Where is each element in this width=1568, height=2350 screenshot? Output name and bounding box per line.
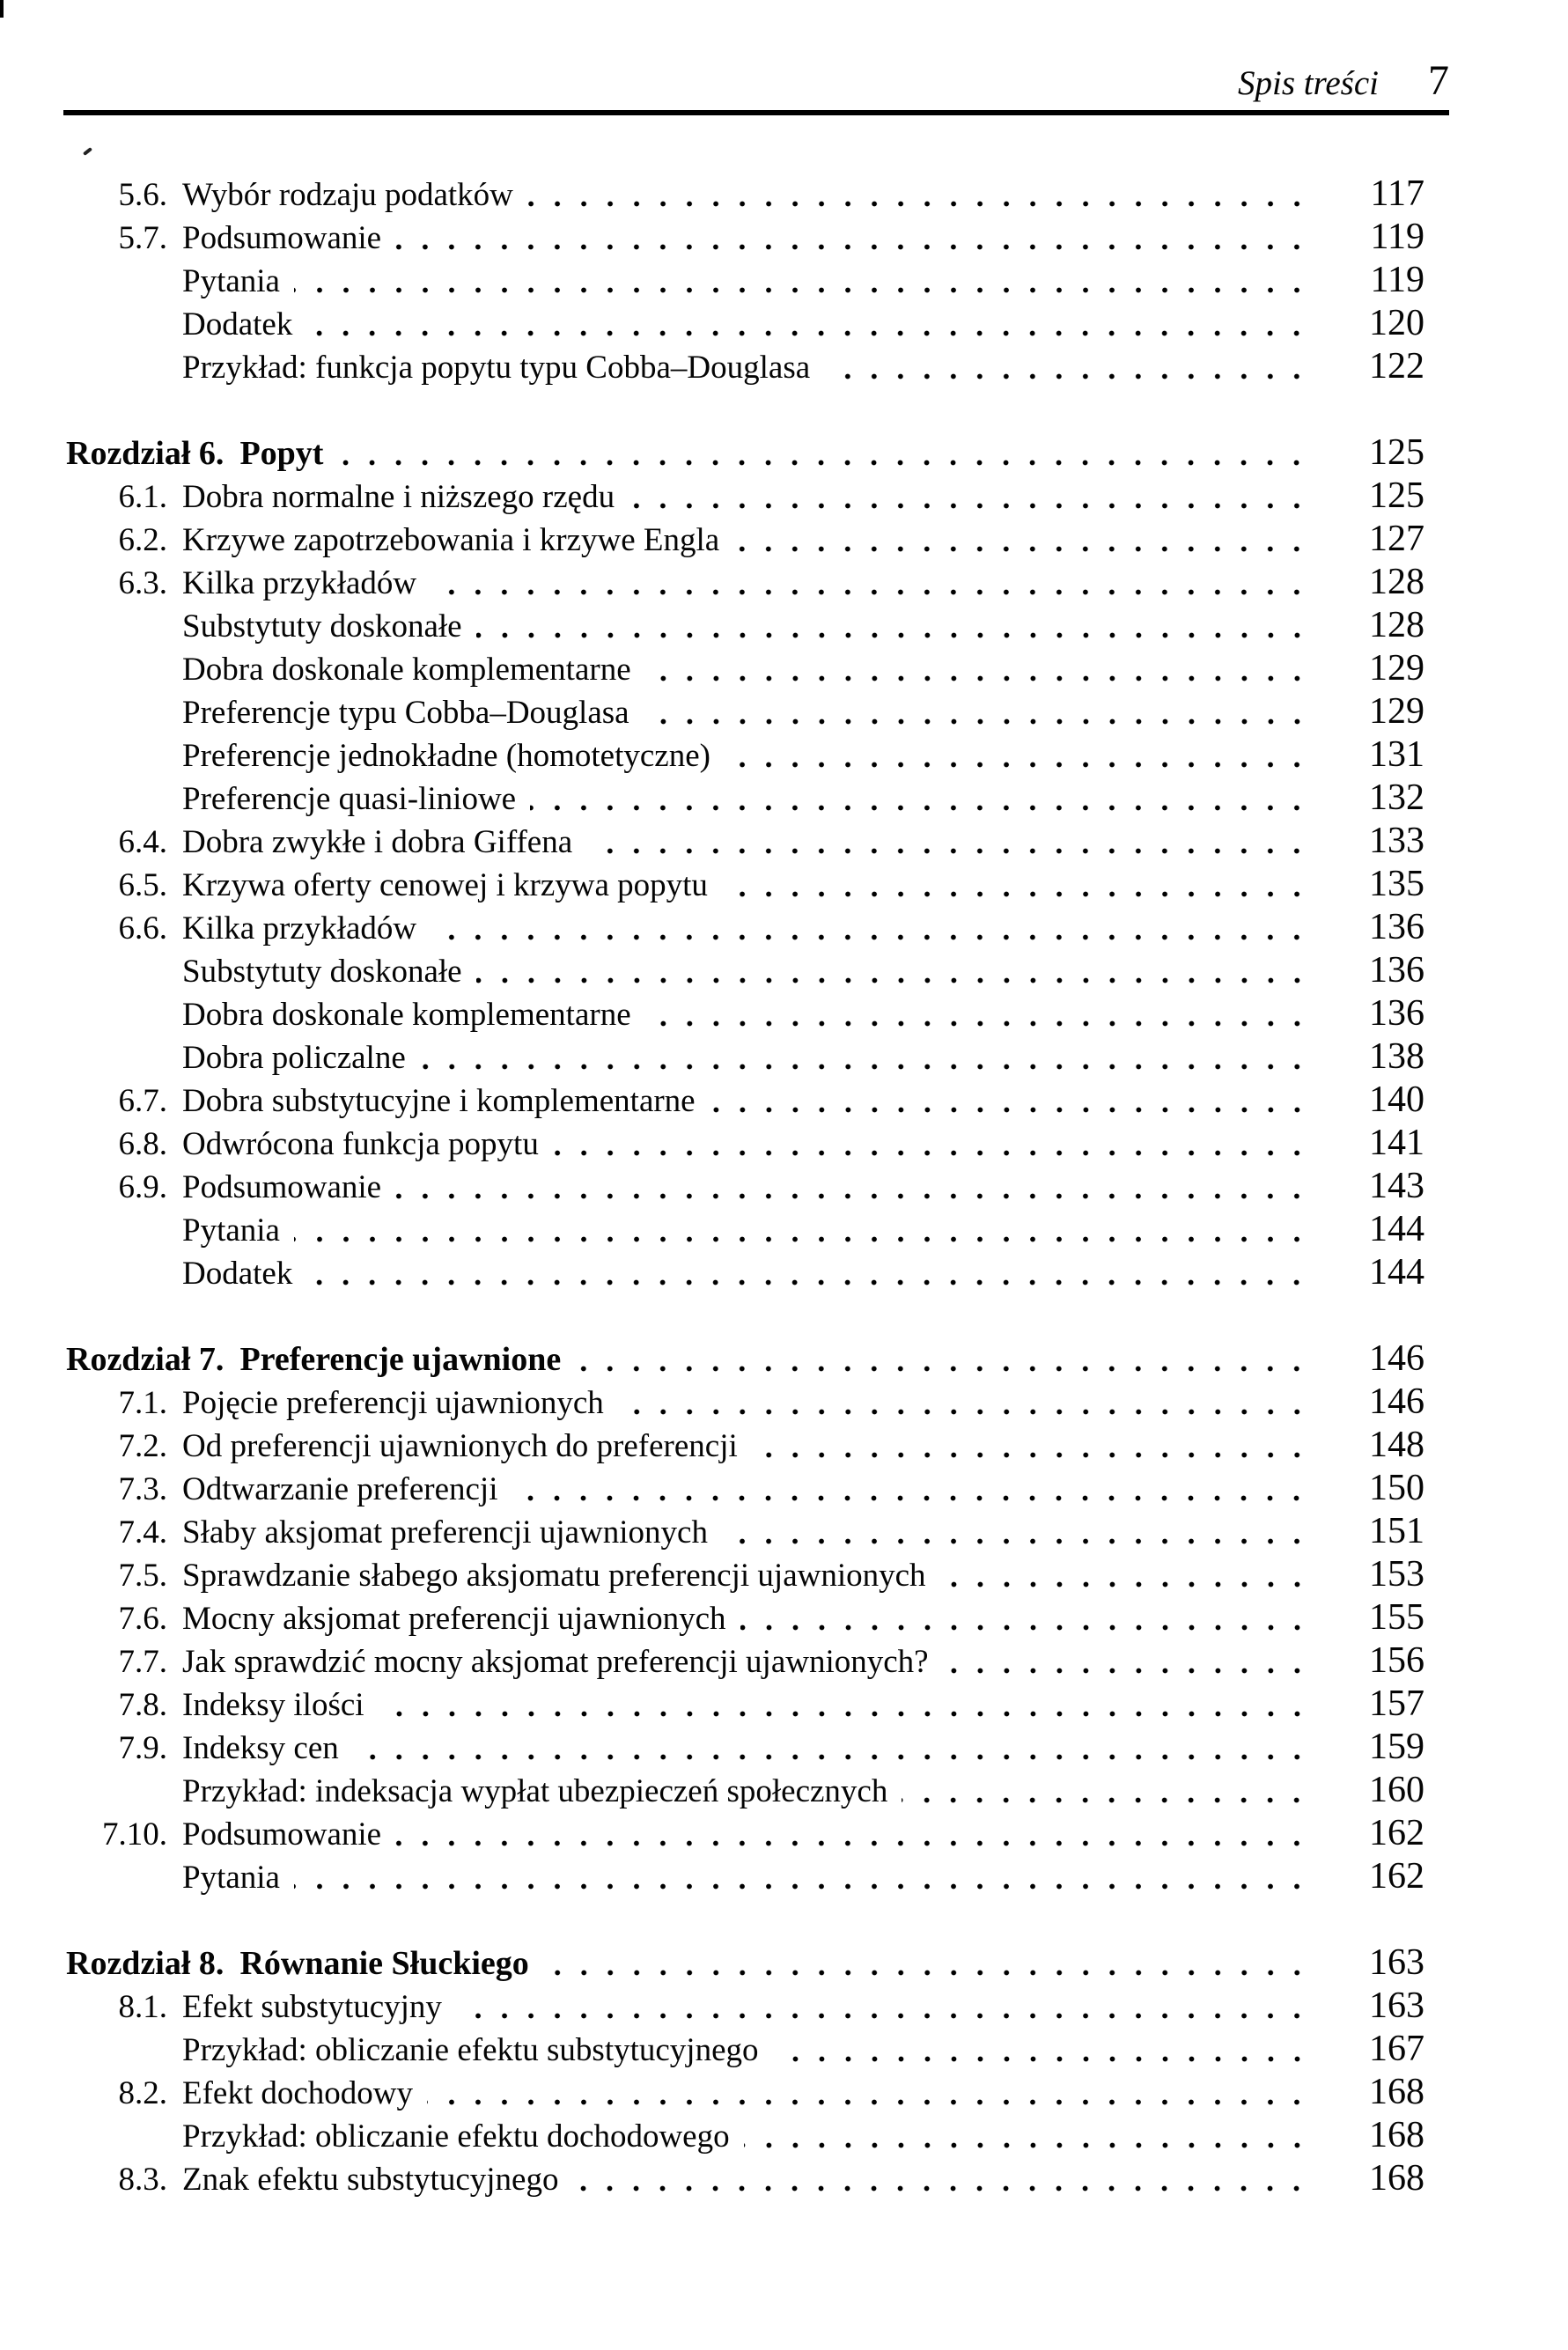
section-number: 7.5. xyxy=(118,1558,167,1594)
toc-row xyxy=(0,1683,1568,1726)
dot-leader xyxy=(940,1553,1310,1596)
entry-title: Preferencje typu Cobba–Douglasa xyxy=(182,695,629,731)
toc-chapter-row xyxy=(0,431,1568,475)
dot-leader xyxy=(710,1079,1310,1122)
entry-page-number: 120 xyxy=(1369,303,1424,343)
toc-row xyxy=(0,173,1568,216)
entry-page-number: 168 xyxy=(1369,2115,1424,2155)
entry-page-number: 117 xyxy=(1370,173,1424,214)
entry-title: Preferencje jednokładne (homotetyczne) xyxy=(182,738,710,774)
entry-title: Efekt substytucyjny xyxy=(182,1989,442,2025)
entry-page-number: 151 xyxy=(1369,1511,1424,1551)
toc-chapter-row xyxy=(0,1941,1568,1985)
entry-title: Podsumowanie xyxy=(182,220,382,256)
entry-page-number: 128 xyxy=(1369,605,1424,645)
entry-title: Dobra doskonale komplementarne xyxy=(182,997,631,1033)
dot-leader xyxy=(337,431,1310,475)
toc-row xyxy=(0,690,1568,733)
dot-leader xyxy=(575,1337,1310,1381)
entry-title: Przykład: indeksacja wypłat ubezpieczeń społecznych xyxy=(182,1773,888,1809)
entry-page-number: 143 xyxy=(1369,1166,1424,1206)
entry-title: Krzywa oferty cenowej i krzywa popytu xyxy=(182,867,708,903)
entry-page-number: 144 xyxy=(1369,1252,1424,1293)
entry-page-number: 155 xyxy=(1369,1597,1424,1638)
entry-page-number: 168 xyxy=(1369,2158,1424,2199)
section-number: 6.9. xyxy=(118,1169,167,1205)
toc-row xyxy=(0,561,1568,604)
header-page-number: 7 xyxy=(1428,57,1449,104)
dot-leader xyxy=(431,561,1310,604)
entry-page-number: 122 xyxy=(1369,346,1424,387)
entry-title: Znak efektu substytucyjnego xyxy=(182,2162,559,2198)
entry-page-number: 144 xyxy=(1369,1209,1424,1249)
section-number: 7.1. xyxy=(118,1385,167,1421)
toc-row xyxy=(0,1079,1568,1122)
dot-leader xyxy=(420,1035,1310,1079)
dot-leader xyxy=(553,1122,1310,1165)
dot-leader xyxy=(645,647,1310,690)
entry-title: Od preferencji ujawnionych do preferencji xyxy=(182,1428,738,1464)
section-number: 8.1. xyxy=(118,1989,167,2025)
entry-title: Przykład: obliczanie efektu dochodowego xyxy=(182,2118,730,2155)
toc-row xyxy=(0,216,1568,259)
dot-leader xyxy=(294,259,1310,302)
entry-page-number: 146 xyxy=(1369,1381,1424,1422)
entry-page-number: 156 xyxy=(1369,1640,1424,1681)
entry-page-number: 163 xyxy=(1369,1985,1424,2026)
section-number: 6.5. xyxy=(118,867,167,903)
entry-title: Krzywe zapotrzebowania i krzywe Engla xyxy=(182,522,720,558)
page-header xyxy=(63,57,1449,115)
entry-page-number: 167 xyxy=(1369,2029,1424,2069)
toc-row xyxy=(0,1596,1568,1639)
entry-title: Indeksy ilości xyxy=(182,1687,364,1723)
toc-row xyxy=(0,345,1568,388)
toc-row xyxy=(0,1769,1568,1812)
section-number: 8.3. xyxy=(118,2162,167,2198)
entry-title: Dodatek xyxy=(182,1256,293,1292)
toc-row xyxy=(0,1855,1568,1898)
entry-page-number: 163 xyxy=(1369,1942,1424,1983)
entry-page-number: 138 xyxy=(1369,1036,1424,1077)
toc-row xyxy=(0,1812,1568,1855)
entry-title: Wybór rodzaju podatków xyxy=(182,177,513,213)
dot-leader xyxy=(306,302,1310,345)
dot-leader xyxy=(395,1165,1310,1208)
running-title: Spis treści xyxy=(1238,64,1379,102)
toc-row xyxy=(0,820,1568,863)
toc-row xyxy=(0,2071,1568,2114)
entry-page-number: 148 xyxy=(1369,1425,1424,1465)
entry-page-number: 157 xyxy=(1369,1683,1424,1724)
dot-leader xyxy=(395,1812,1310,1855)
dot-leader xyxy=(395,216,1310,259)
toc-row xyxy=(0,2157,1568,2200)
dot-leader xyxy=(476,604,1310,647)
entry-title: Kilka przykładów xyxy=(182,910,417,947)
entry-page-number: 140 xyxy=(1369,1079,1424,1120)
dot-leader xyxy=(943,1639,1310,1683)
chapter-number: Rozdział 7. xyxy=(66,1341,225,1378)
toc-row xyxy=(0,777,1568,820)
entry-title: Dobra zwykłe i dobra Giffena xyxy=(182,824,573,860)
dot-leader xyxy=(618,1381,1310,1424)
toc-row xyxy=(0,2028,1568,2071)
toc-row xyxy=(0,1639,1568,1683)
toc-row xyxy=(0,1510,1568,1553)
entry-page-number: 168 xyxy=(1369,2072,1424,2112)
entry-title: Substytuty doskonałe xyxy=(182,608,462,645)
toc-row xyxy=(0,1208,1568,1251)
toc-row xyxy=(0,1251,1568,1294)
section-number: 7.3. xyxy=(118,1471,167,1507)
entry-title: Pojęcie preferencji ujawnionych xyxy=(182,1385,604,1421)
toc-row xyxy=(0,1467,1568,1510)
dot-leader xyxy=(353,1726,1310,1769)
toc-row xyxy=(0,604,1568,647)
toc-row xyxy=(0,1035,1568,1079)
dot-leader xyxy=(733,518,1310,561)
toc-row xyxy=(0,733,1568,777)
dot-leader xyxy=(431,906,1310,949)
chapter-number: Rozdział 8. xyxy=(66,1945,225,1982)
entry-title: Równanie Słuckiego xyxy=(239,1945,529,1982)
dot-leader xyxy=(512,1467,1310,1510)
section-number: 6.3. xyxy=(118,565,167,601)
entry-page-number: 119 xyxy=(1370,217,1424,257)
entry-page-number: 150 xyxy=(1369,1468,1424,1508)
entry-title: Dobra substytucyjne i komplementarne xyxy=(182,1083,696,1119)
entry-title: Dobra normalne i niższego rzędu xyxy=(182,479,615,515)
chapter-number: Rozdział 6. xyxy=(66,435,225,472)
entry-page-number: 136 xyxy=(1369,907,1424,947)
entry-page-number: 162 xyxy=(1369,1856,1424,1897)
toc-row xyxy=(0,863,1568,906)
dot-leader xyxy=(773,2028,1310,2071)
scan-artifact-tick xyxy=(83,147,92,156)
entry-page-number: 146 xyxy=(1369,1338,1424,1379)
toc-row xyxy=(0,992,1568,1035)
toc-row xyxy=(0,647,1568,690)
entry-page-number: 162 xyxy=(1369,1813,1424,1853)
scan-artifact-corner xyxy=(0,0,4,18)
entry-title: Preferencje ujawnione xyxy=(239,1341,562,1378)
dot-leader xyxy=(645,992,1310,1035)
toc-row xyxy=(0,949,1568,992)
dot-leader xyxy=(294,1855,1310,1898)
entry-title: Popyt xyxy=(239,435,324,472)
section-number: 6.4. xyxy=(118,824,167,860)
toc-row xyxy=(0,906,1568,949)
entry-page-number: 136 xyxy=(1369,950,1424,991)
toc-row xyxy=(0,259,1568,302)
dot-leader xyxy=(644,690,1310,733)
dot-leader xyxy=(427,2071,1310,2114)
dot-leader xyxy=(527,173,1310,216)
entry-page-number: 136 xyxy=(1369,993,1424,1034)
entry-title: Jak sprawdzić mocny aksjomat preferencji ujawnionych? xyxy=(182,1644,929,1680)
section-number: 7.4. xyxy=(118,1514,167,1551)
section-number: 7.6. xyxy=(118,1601,167,1637)
toc-row xyxy=(0,302,1568,345)
entry-title: Pytania xyxy=(182,1212,280,1249)
entry-title: Odtwarzanie preferencji xyxy=(182,1471,498,1507)
dot-leader xyxy=(294,1208,1310,1251)
dot-leader xyxy=(476,949,1310,992)
section-number: 6.7. xyxy=(118,1083,167,1119)
toc-row xyxy=(0,1424,1568,1467)
entry-page-number: 127 xyxy=(1369,519,1424,559)
dot-leader xyxy=(722,863,1310,906)
toc-row xyxy=(0,1553,1568,1596)
entry-title: Preferencje quasi-liniowe xyxy=(182,781,517,817)
dot-leader xyxy=(902,1769,1310,1812)
dot-leader xyxy=(740,1596,1311,1639)
entry-page-number: 133 xyxy=(1369,821,1424,861)
entry-page-number: 132 xyxy=(1369,777,1424,818)
dot-leader xyxy=(629,475,1310,518)
dot-leader xyxy=(306,1251,1310,1294)
dot-leader xyxy=(752,1424,1310,1467)
section-number: 7.7. xyxy=(118,1644,167,1680)
entry-page-number: 135 xyxy=(1369,864,1424,904)
toc-row xyxy=(0,1165,1568,1208)
entry-page-number: 128 xyxy=(1369,562,1424,602)
dot-leader xyxy=(725,733,1310,777)
entry-title: Przykład: obliczanie efektu substytucyjnego xyxy=(182,2032,759,2068)
entry-page-number: 159 xyxy=(1369,1727,1424,1767)
entry-title: Efekt dochodowy xyxy=(182,2075,414,2111)
entry-page-number: 160 xyxy=(1369,1770,1424,1810)
entry-title: Pytania xyxy=(182,263,280,299)
entry-title: Podsumowanie xyxy=(182,1816,382,1853)
toc xyxy=(0,173,1568,2200)
section-number: 6.1. xyxy=(118,479,167,515)
entry-title: Odwrócona funkcja popytu xyxy=(182,1126,539,1162)
entry-page-number: 119 xyxy=(1370,260,1424,300)
entry-page-number: 129 xyxy=(1369,691,1424,732)
entry-title: Dodatek xyxy=(182,306,293,343)
dot-leader xyxy=(586,820,1310,863)
entry-title: Podsumowanie xyxy=(182,1169,382,1205)
entry-title: Pytania xyxy=(182,1860,280,1896)
dot-leader xyxy=(456,1985,1310,2028)
dot-leader xyxy=(722,1510,1310,1553)
toc-chapter-row xyxy=(0,1337,1568,1381)
toc-row xyxy=(0,518,1568,561)
section-number: 7.2. xyxy=(118,1428,167,1464)
entry-title: Dobra policzalne xyxy=(182,1040,406,1076)
entry-title: Kilka przykładów xyxy=(182,565,417,601)
entry-page-number: 141 xyxy=(1369,1123,1424,1163)
entry-page-number: 125 xyxy=(1369,432,1424,473)
entry-title: Indeksy cen xyxy=(182,1730,339,1766)
section-number: 5.7. xyxy=(118,220,167,256)
section-number: 8.2. xyxy=(118,2075,167,2111)
section-number: 6.8. xyxy=(118,1126,167,1162)
dot-leader xyxy=(543,1941,1310,1985)
section-number: 7.8. xyxy=(118,1687,167,1723)
section-number: 7.10. xyxy=(102,1816,167,1853)
toc-row xyxy=(0,1122,1568,1165)
entry-page-number: 125 xyxy=(1369,475,1424,516)
entry-page-number: 153 xyxy=(1369,1554,1424,1595)
dot-leader xyxy=(379,1683,1310,1726)
dot-leader xyxy=(572,2157,1310,2200)
entry-title: Dobra doskonale komplementarne xyxy=(182,652,631,688)
entry-title: Sprawdzanie słabego aksjomatu preferencji ujawnionych xyxy=(182,1558,926,1594)
section-number: 7.9. xyxy=(118,1730,167,1766)
dot-leader xyxy=(824,345,1310,388)
section-number: 6.2. xyxy=(118,522,167,558)
toc-row xyxy=(0,1726,1568,1769)
entry-title: Substytuty doskonałe xyxy=(182,954,462,990)
section-number: 6.6. xyxy=(118,910,167,947)
entry-title: Przykład: funkcja popytu typu Cobba–Douglasa xyxy=(182,350,811,386)
entry-title: Mocny aksjomat preferencji ujawnionych xyxy=(182,1601,726,1637)
dot-leader xyxy=(744,2114,1310,2157)
toc-row xyxy=(0,1985,1568,2028)
entry-page-number: 129 xyxy=(1369,648,1424,689)
toc-row xyxy=(0,1381,1568,1424)
toc-row xyxy=(0,2114,1568,2157)
section-number: 5.6. xyxy=(118,177,167,213)
toc-row xyxy=(0,475,1568,518)
dot-leader xyxy=(530,777,1310,820)
entry-page-number: 131 xyxy=(1369,734,1424,775)
entry-title: Słaby aksjomat preferencji ujawnionych xyxy=(182,1514,708,1551)
